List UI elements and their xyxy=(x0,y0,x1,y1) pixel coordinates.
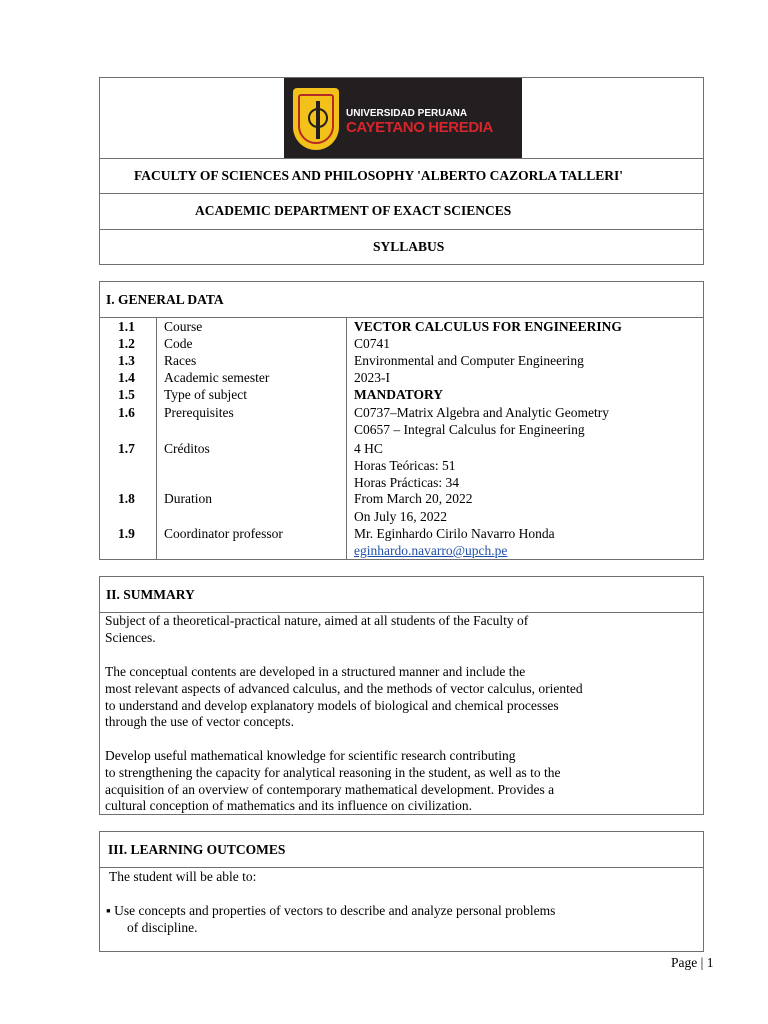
faculty-title: FACULTY OF SCIENCES AND PHILOSOPHY 'ALBERTO CAZORLA TALLERI' xyxy=(134,168,624,183)
section-title: III. LEARNING OUTCOMES xyxy=(108,842,286,857)
section-title: II. SUMMARY xyxy=(106,587,195,602)
coordinator-name: Mr. Eginhardo Cirilo Navarro Honda xyxy=(354,526,555,541)
course-name: VECTOR CALCULUS FOR ENGINEERING xyxy=(354,319,622,334)
outcome-item: ▪ Use concepts and properties of vectors to describe and analyze personal problems xyxy=(106,903,556,918)
summary-paragraph: The conceptual contents are developed in a structured manner and include the most relevant aspects of advanced calculus, and the methods of vector calculus, oriented to understand and develop explanatory models of biological and chemical processes through the use of vector concepts. xyxy=(105,664,583,730)
summary-paragraph: Subject of a theoretical-practical nature, aimed at all students of the Faculty of Sciences. xyxy=(105,613,529,645)
university-logo xyxy=(284,78,522,158)
summary-section xyxy=(99,576,704,815)
syllabus-title: SYLLABUS xyxy=(373,239,445,254)
general-data-section: I. GENERAL DATA 1.1 Course VECTOR CALCULUS FOR ENGINEERING 1.2 Code C0741 1.3 Races Environmental and Computer Engineering 1.4 Academic semester 2023-I 1.5 Type of subject MANDATORY 1.6 Prerequisites C0737–Matrix Algebra and Analytic Geometry C0657 – Integral Calculus for Engineering 1.7 Créditos 4 HC Horas Teóricas: 51 Horas Prácticas: 34 1.8 Duration From March 20, 2022 On July 16, 2022 1.9 Coordinator professor Mr. Eginhardo Cirilo Navarro Honda eginhardo.navarro@upch.pe xyxy=(99,281,704,560)
learning-outcomes-section xyxy=(99,831,704,952)
course-code: C0741 xyxy=(354,336,391,351)
outcome-item-continuation: of discipline. xyxy=(127,920,198,935)
shield-icon xyxy=(293,88,339,150)
header-box xyxy=(99,77,704,265)
section-title: I. GENERAL DATA xyxy=(106,292,224,307)
page-number: Page | 1 xyxy=(671,955,714,970)
logo-line-1: UNIVERSIDAD PERUANA xyxy=(346,108,468,119)
department-title: ACADEMIC DEPARTMENT OF EXACT SCIENCES xyxy=(195,203,512,218)
summary-paragraph: Develop useful mathematical knowledge for scientific research contributing to strengthening the capacity for analytical reasoning in the student, as well as to the acquisition of an overview of contemporary mathematical development. Provides a cultural conception of mathematics and its influence on civilization. xyxy=(105,748,561,814)
coordinator-email-link[interactable]: eginhardo.navarro@upch.pe xyxy=(354,543,508,558)
logo-line-2: CAYETANO HEREDIA xyxy=(346,119,493,136)
outcomes-intro: The student will be able to: xyxy=(109,869,257,884)
